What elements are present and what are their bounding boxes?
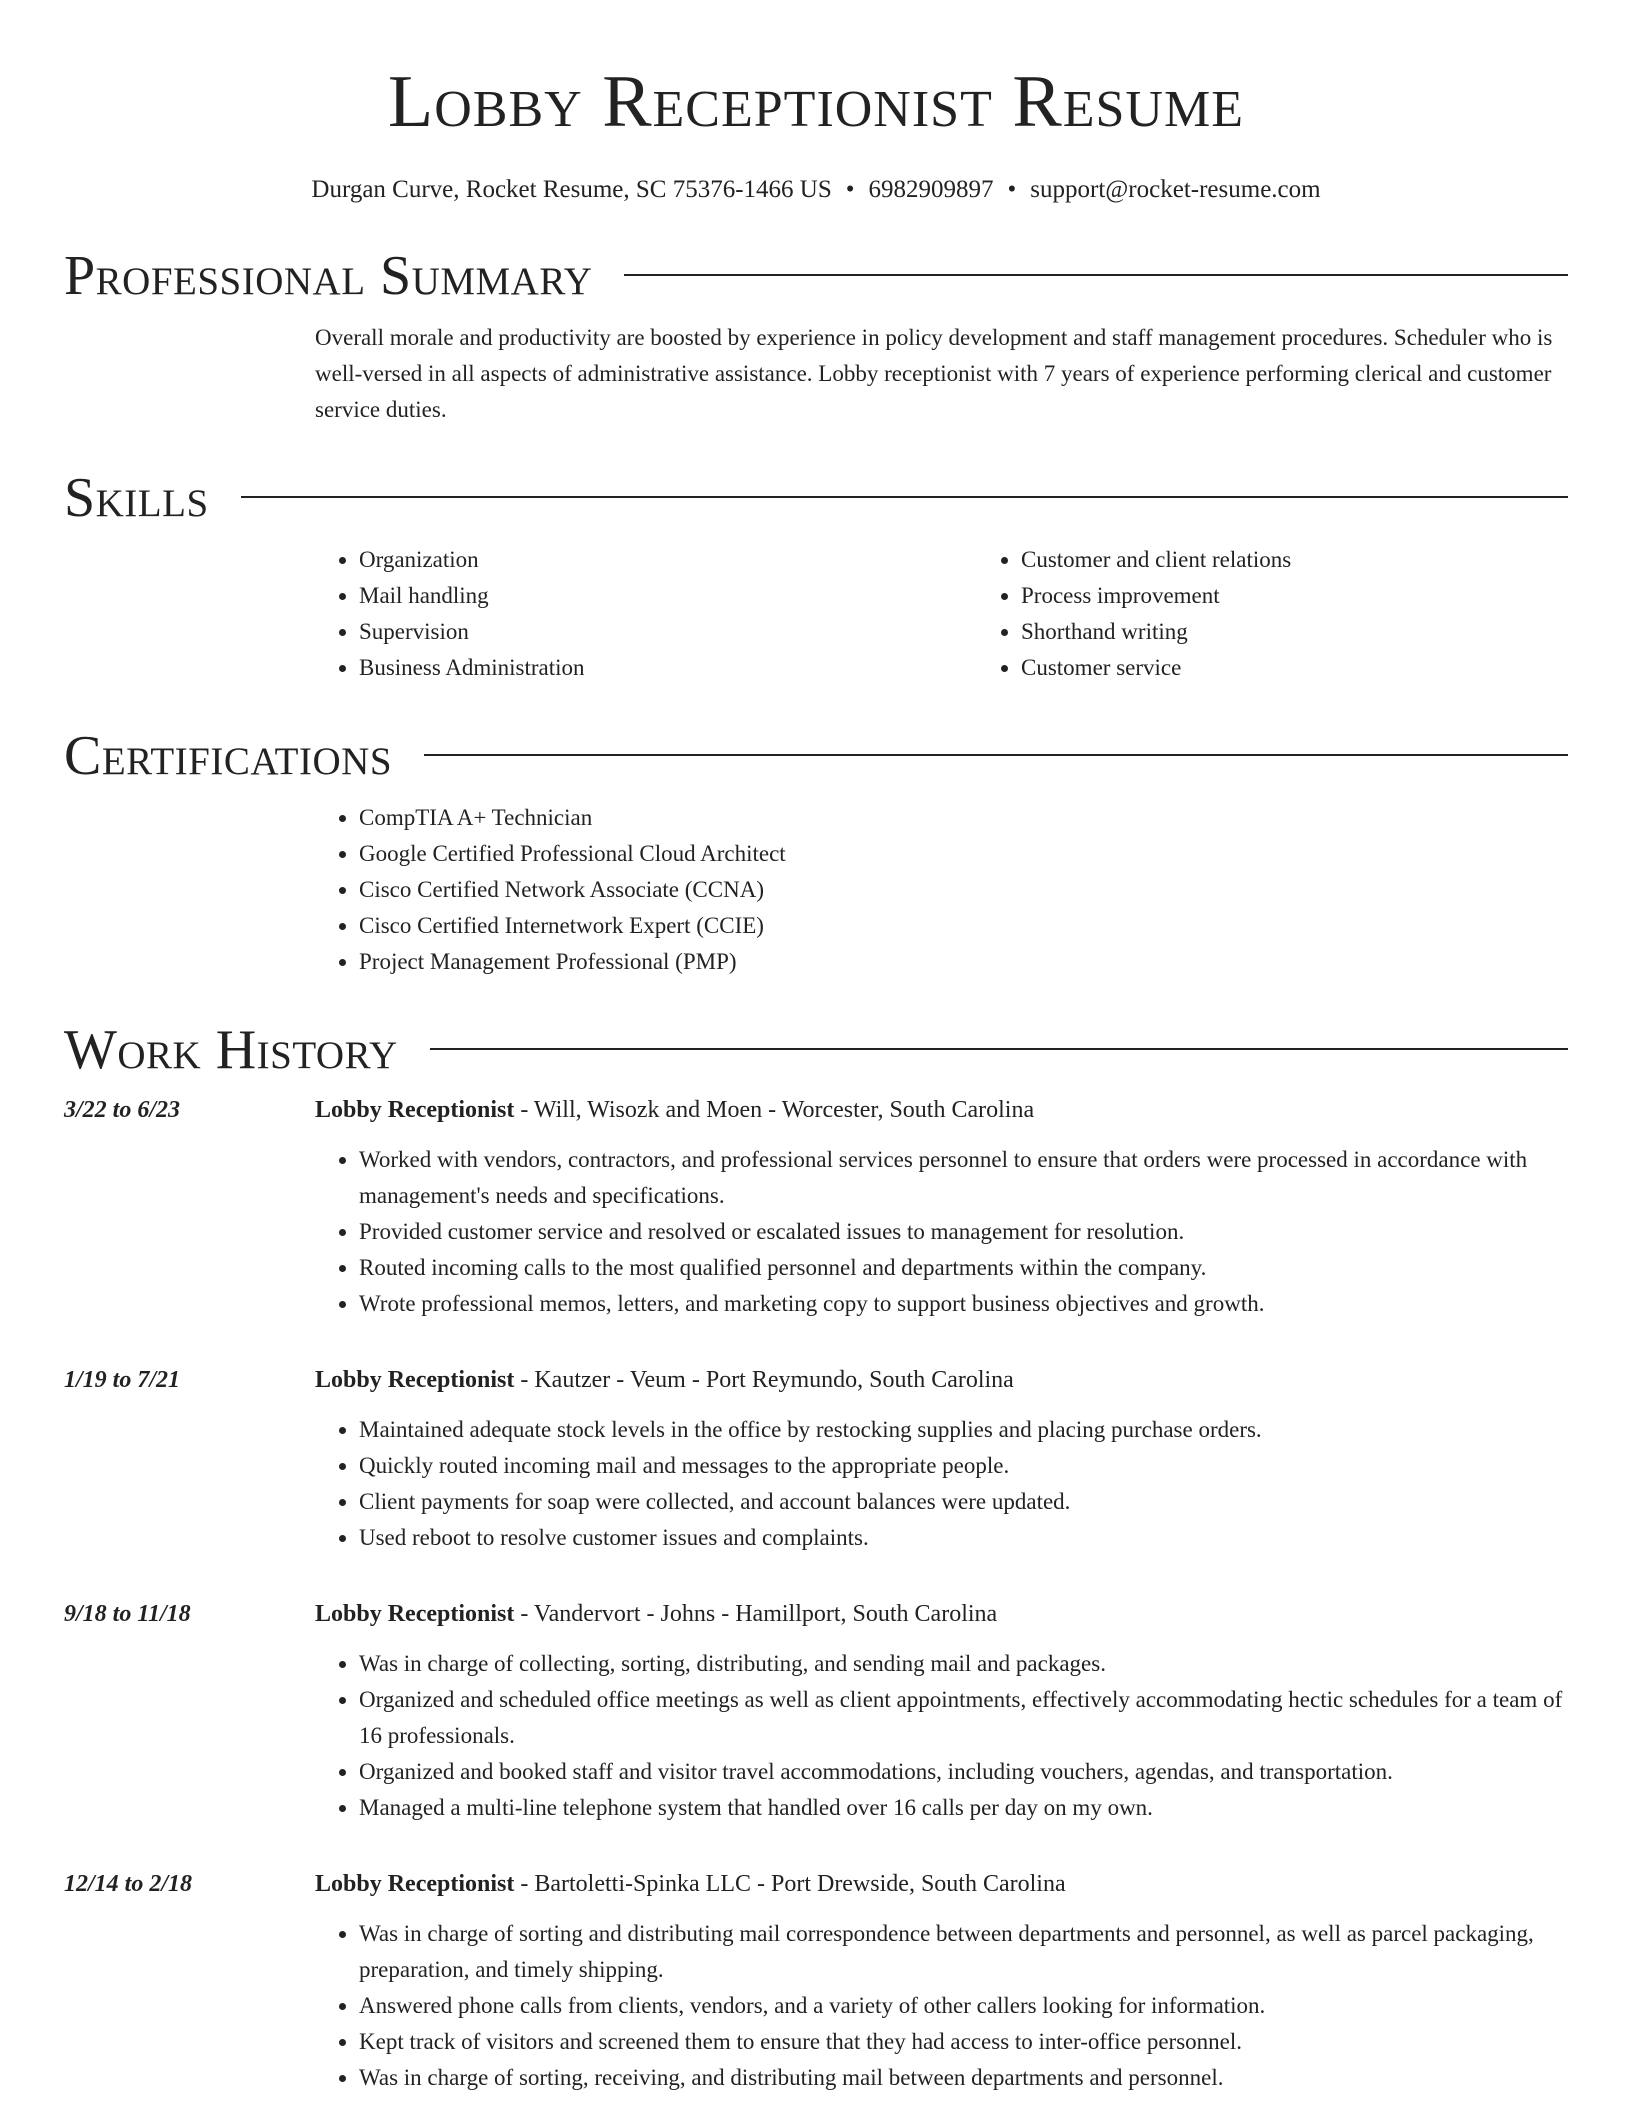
job-bullets: [315, 1412, 1568, 1556]
skill-item: • Supervision: [359, 614, 977, 650]
section-divider: [624, 274, 1568, 276]
job-bullet: • Kept track of visitors and screened them to ensure that they had access to inter-office personnel.: [359, 2024, 1568, 2060]
skills-heading: Skills: [64, 467, 209, 529]
skills-section-header: [64, 468, 1568, 528]
resume-title: Lobby Receptionist Resume: [388, 61, 1244, 143]
certification-item: • Project Management Professional (PMP): [359, 944, 1568, 980]
skill-item: • Customer service: [1021, 650, 1291, 686]
job-bullet: • Maintained adequate stock levels in the office by restocking supplies and placing purchase orders.: [359, 1412, 1568, 1448]
job-dates: 1/19 to 7/21: [64, 1367, 181, 1393]
work-history-section-header: [64, 1020, 1568, 1080]
summary-section-header: [64, 246, 1568, 306]
contact-address: Durgan Curve, Rocket Resume, SC 75376-1466 US: [311, 176, 832, 203]
job-bullet: • Quickly routed incoming mail and messages to the appropriate people.: [359, 1448, 1568, 1484]
job-entry: [64, 1362, 1568, 1578]
summary-heading: Professional Summary: [64, 245, 593, 307]
job-employer: - Vandervort - Johns - Hamillport, South Carolina: [514, 1601, 998, 1627]
job-employer: - Bartoletti-Spinka LLC - Port Drewside, South Carolina: [514, 1871, 1066, 1897]
contact-line: [64, 174, 1568, 206]
job-bullet: • Used reboot to resolve customer issues and complaints.: [359, 1520, 1568, 1556]
skills-section: [315, 542, 1568, 686]
skill-item: • Process improvement: [1021, 578, 1291, 614]
job-bullets: [315, 1916, 1568, 2096]
job-title-line: [315, 1866, 1568, 1902]
job-entry: [64, 1866, 1568, 2118]
job-bullet: • Answered phone calls from clients, vendors, and a variety of other callers looking for information.: [359, 1988, 1568, 2024]
skill-item: • Customer and client relations: [1021, 542, 1291, 578]
contact-email[interactable]: support@rocket-resume.com: [1030, 176, 1321, 203]
job-bullet: • Provided customer service and resolved or escalated issues to management for resolution.: [359, 1214, 1568, 1250]
certifications-section: [315, 800, 1568, 980]
certification-item: • Google Certified Professional Cloud Architect: [359, 836, 1568, 872]
job-bullet: • Routed incoming calls to the most qualified personnel and departments within the company.: [359, 1250, 1568, 1286]
summary-text: Overall morale and productivity are boosted by experience in policy development and staff management procedures. Scheduler who is well-versed in all aspects of administrative assistance. Lobby receptionist with 7 years of experience performing clerical and customer service duties.: [315, 325, 1553, 422]
job-role: Lobby Receptionist: [315, 1097, 515, 1123]
job-title-line: [315, 1596, 1568, 1632]
job-bullets: [315, 1142, 1568, 1322]
job-bullet: • Was in charge of sorting, receiving, and distributing mail between departments and personnel.: [359, 2060, 1568, 2096]
certifications-list: [315, 800, 1568, 980]
job-role: Lobby Receptionist: [315, 1871, 515, 1897]
skills-list-right: [977, 542, 1291, 686]
job-bullet: • Was in charge of collecting, sorting, distributing, and sending mail and packages.: [359, 1646, 1568, 1682]
job-role: Lobby Receptionist: [315, 1367, 515, 1393]
contact-phone: 6982909897: [868, 176, 994, 203]
job-dates: 12/14 to 2/18: [64, 1871, 193, 1897]
certification-item: • Cisco Certified Internetwork Expert (CCIE): [359, 908, 1568, 944]
job-bullet: • Organized and scheduled office meetings as well as client appointments, effectively accommodating hectic schedules for a team of 16 professionals.: [359, 1682, 1568, 1754]
job-employer: - Kautzer - Veum - Port Reymundo, South Carolina: [514, 1367, 1014, 1393]
job-dates: 9/18 to 11/18: [64, 1601, 191, 1627]
skill-item: • Shorthand writing: [1021, 614, 1291, 650]
job-role: Lobby Receptionist: [315, 1601, 515, 1627]
skill-item: • Business Administration: [359, 650, 977, 686]
contact-separator: •: [1007, 176, 1017, 203]
section-divider: [241, 496, 1568, 498]
job-bullet: • Client payments for soap were collected, and account balances were updated.: [359, 1484, 1568, 1520]
job-employer: - Will, Wisozk and Moen - Worcester, South Carolina: [514, 1097, 1035, 1123]
section-divider: [430, 1048, 1568, 1050]
job-title-line: [315, 1362, 1568, 1398]
section-divider: [424, 754, 1568, 756]
job-bullet: • Managed a multi-line telephone system that handled over 16 calls per day on my own.: [359, 1790, 1568, 1826]
job-bullets: [315, 1646, 1568, 1826]
job-bullet: • Was in charge of sorting and distributing mail correspondence between departments and personnel, as well as parcel packaging, preparation, and timely shipping.: [359, 1916, 1568, 1988]
summary-section: [315, 320, 1568, 428]
skill-item: • Mail handling: [359, 578, 977, 614]
work-history-section: [64, 1092, 1568, 2118]
job-bullet: • Organized and booked staff and visitor travel accommodations, including vouchers, agendas, and transportation.: [359, 1754, 1568, 1790]
job-entry: [64, 1092, 1568, 1344]
job-dates: 3/22 to 6/23: [64, 1097, 181, 1123]
job-bullet: • Wrote professional memos, letters, and marketing copy to support business objectives and growth.: [359, 1286, 1568, 1322]
certifications-section-header: [64, 726, 1568, 786]
job-entry: [64, 1596, 1568, 1848]
contact-separator: •: [845, 176, 855, 203]
certification-item: • CompTIA A+ Technician: [359, 800, 1568, 836]
work-history-heading: Work History: [64, 1019, 398, 1081]
job-bullet: • Worked with vendors, contractors, and professional services personnel to ensure that orders were processed in accordance with management's needs and specifications.: [359, 1142, 1568, 1214]
skills-list-left: [315, 542, 977, 686]
certification-item: • Cisco Certified Network Associate (CCNA): [359, 872, 1568, 908]
job-title-line: [315, 1092, 1568, 1128]
certifications-heading: Certifications: [64, 725, 393, 787]
skill-item: • Organization: [359, 542, 977, 578]
